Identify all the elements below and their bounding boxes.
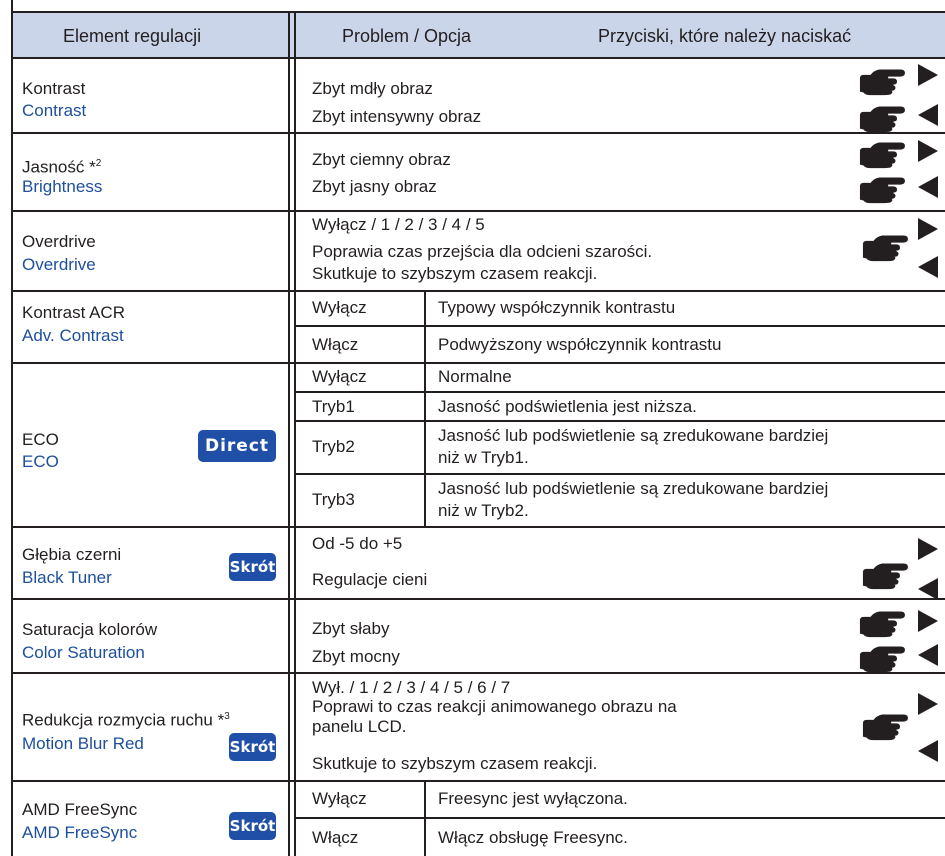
pointing-hand-icon bbox=[858, 66, 906, 96]
pointing-hand-icon bbox=[858, 608, 906, 638]
option-text: Zbyt intensywny obraz bbox=[312, 107, 482, 126]
option-text: Skutkuje to szybszym czasem reakcji. bbox=[312, 754, 598, 773]
pointing-hand-icon bbox=[858, 139, 906, 169]
row-divider bbox=[11, 598, 945, 600]
sub-column-divider bbox=[424, 780, 426, 856]
item-name-en: Brightness bbox=[22, 177, 103, 196]
option-text: Zbyt mdły obraz bbox=[312, 79, 433, 98]
option-text: Jasność lub podświetlenie są zredukowane bardziej bbox=[438, 426, 829, 445]
option-text: Zbyt jasny obraz bbox=[312, 177, 437, 196]
option-text: Od -5 do +5 bbox=[312, 534, 403, 553]
triangle-right-icon bbox=[918, 693, 938, 715]
sub-row-divider bbox=[294, 420, 945, 422]
item-name-pl: ECO bbox=[22, 430, 59, 449]
triangle-left-icon bbox=[918, 644, 938, 666]
triangle-left-icon bbox=[918, 256, 938, 278]
option-key: Wyłącz bbox=[312, 367, 367, 386]
sub-row-divider bbox=[294, 325, 945, 327]
option-text: Poprawi to czas reakcji animowanego obrazu na bbox=[312, 697, 677, 716]
option-text: panelu LCD. bbox=[312, 717, 407, 736]
pointing-hand-icon bbox=[858, 174, 906, 204]
option-text: Podwyższony współczynnik kontrastu bbox=[438, 335, 722, 354]
item-name-pl: Redukcja rozmycia ruchu *$^3$ bbox=[22, 710, 230, 730]
row-divider bbox=[11, 57, 945, 59]
item-name-en: Adv. Contrast bbox=[22, 326, 124, 345]
option-text: Zbyt ciemny obraz bbox=[312, 150, 451, 169]
skrot-badge: Skrót bbox=[229, 553, 276, 581]
row-divider bbox=[11, 362, 945, 364]
item-name-pl: Jasność *$^2$ bbox=[22, 157, 102, 177]
row-divider bbox=[11, 526, 945, 528]
option-key: Tryb1 bbox=[312, 397, 355, 416]
option-text: Wyłącz / 1 / 2 / 3 / 4 / 5 bbox=[312, 215, 485, 234]
item-name-en: Black Tuner bbox=[22, 568, 112, 587]
row-divider bbox=[11, 672, 945, 674]
option-text: Freesync jest wyłączona. bbox=[438, 789, 628, 808]
option-text: Włącz obsługę Freesync. bbox=[438, 828, 628, 847]
option-text: Jasność podświetlenia jest niższa. bbox=[438, 397, 697, 416]
item-name-pl: Kontrast bbox=[22, 79, 86, 98]
pointing-hand-icon bbox=[861, 711, 909, 741]
pointing-hand-icon bbox=[861, 560, 909, 590]
triangle-right-icon bbox=[918, 610, 938, 632]
option-text: niż w Tryb2. bbox=[438, 501, 529, 520]
item-name-pl: Głębia czerni bbox=[22, 545, 122, 564]
sub-row-divider bbox=[294, 391, 945, 393]
table-border-left bbox=[11, 0, 13, 856]
option-key: Tryb3 bbox=[312, 490, 355, 509]
item-name-en: ECO bbox=[22, 452, 59, 471]
sub-row-divider bbox=[294, 473, 945, 475]
option-key: Włącz bbox=[312, 828, 359, 847]
triangle-right-icon bbox=[918, 538, 938, 560]
triangle-left-icon bbox=[918, 104, 938, 126]
triangle-right-icon bbox=[918, 64, 938, 86]
sub-row-divider bbox=[294, 817, 945, 819]
skrot-badge: Skrót bbox=[229, 812, 276, 840]
row-divider bbox=[11, 780, 945, 782]
row-divider bbox=[11, 210, 945, 212]
item-name-pl: AMD FreeSync bbox=[22, 800, 138, 819]
skrot-badge: Skrót bbox=[229, 733, 276, 761]
triangle-right-icon bbox=[918, 218, 938, 240]
item-name-pl: Overdrive bbox=[22, 232, 96, 251]
option-key: Tryb2 bbox=[312, 437, 355, 456]
item-name-pl: Kontrast ACR bbox=[22, 303, 125, 322]
header-element: Element regulacji bbox=[63, 26, 202, 46]
row-divider bbox=[11, 290, 945, 292]
header-buttons: Przyciski, które należy naciskać bbox=[598, 26, 852, 46]
column-divider bbox=[288, 11, 290, 856]
pointing-hand-icon bbox=[861, 232, 909, 262]
sub-column-divider bbox=[424, 362, 426, 526]
option-text: Jasność lub podświetlenie są zredukowane bardziej bbox=[438, 479, 829, 498]
option-text: Normalne bbox=[438, 367, 512, 386]
direct-badge: Direct bbox=[198, 430, 276, 462]
item-name-en: Motion Blur Red bbox=[22, 734, 144, 753]
pointing-hand-icon bbox=[858, 103, 906, 133]
triangle-left-icon bbox=[918, 578, 938, 600]
item-name-en: Contrast bbox=[22, 101, 87, 120]
option-key: Wyłącz bbox=[312, 298, 367, 317]
pointing-hand-icon bbox=[858, 643, 906, 673]
item-name-en: Overdrive bbox=[22, 255, 96, 274]
option-text: Poprawia czas przejścia dla odcieni szarości. bbox=[312, 242, 653, 261]
triangle-right-icon bbox=[918, 140, 938, 162]
item-name-pl: Saturacja kolorów bbox=[22, 620, 158, 639]
option-key: Wyłącz bbox=[312, 789, 367, 808]
option-text: Zbyt mocny bbox=[312, 647, 400, 666]
triangle-left-icon bbox=[918, 176, 938, 198]
triangle-left-icon bbox=[918, 740, 938, 762]
option-text: Typowy współczynnik kontrastu bbox=[438, 298, 676, 317]
header-problem: Problem / Opcja bbox=[342, 26, 472, 46]
option-text: niż w Tryb1. bbox=[438, 448, 529, 467]
row-divider bbox=[11, 132, 945, 134]
sub-column-divider bbox=[424, 290, 426, 362]
option-text: Regulacje cieni bbox=[312, 570, 428, 589]
item-name-en: Color Saturation bbox=[22, 643, 145, 662]
item-name-en: AMD FreeSync bbox=[22, 823, 138, 842]
option-text: Skutkuje to szybszym czasem reakcji. bbox=[312, 264, 598, 283]
row-divider bbox=[11, 11, 945, 13]
option-text: Zbyt słaby bbox=[312, 619, 390, 638]
option-key: Włącz bbox=[312, 335, 359, 354]
column-divider-double bbox=[294, 11, 296, 856]
option-text: Wył. / 1 / 2 / 3 / 4 / 5 / 6 / 7 bbox=[312, 678, 511, 697]
